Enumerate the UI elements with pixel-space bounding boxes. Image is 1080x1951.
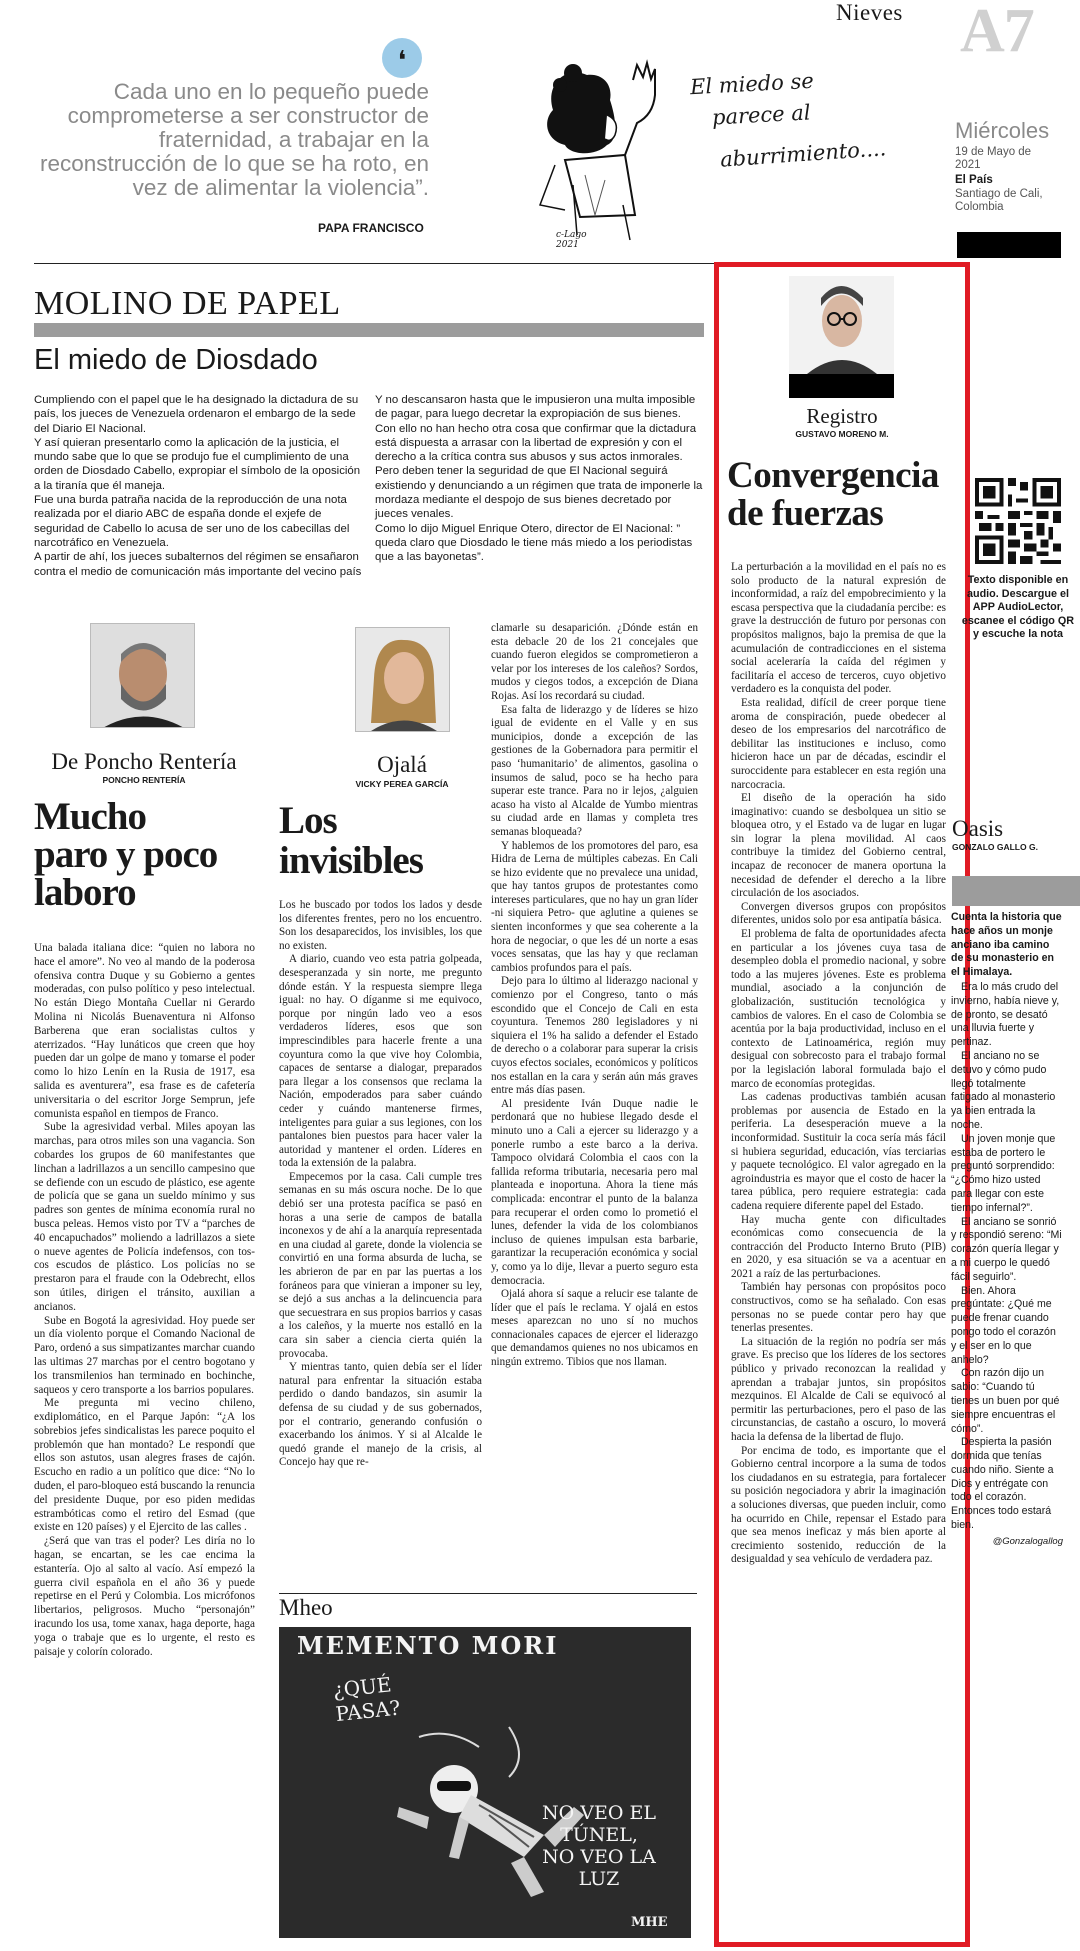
registro-p1: La perturbación a la movilidad en el país no es solo producto de la natural expresión de inconformidad, a raíz del empobrecimiento y la escasa perspectiva que la ciudadanía percibe: es grave la destrucción de futuro por personas con propósitos malignos, bajo la premisa de que la acumulación de contradicciones en el sistema social aceleraría la caída del régimen y facilitaría el acceso de terceros, cuyo objetivo verdadero es la conquista del poder. bbox=[731, 561, 946, 696]
weekday: Miércoles bbox=[955, 118, 1050, 143]
ojala-p5: clamarle su desaparición. ¿Dónde están en esta debacle 20 de los 21 concejales que cuando fueron elegidos se comprometieron a velar por los intereses de los caleños? Sordos, mudos y ciegos todos, a excepción de Diana Rojas. Así los recordará su ciudad. bbox=[491, 622, 698, 702]
renteria-p1: Una balada italiana dice: “quien no labora no hace el amore”. No veo al mando de la poderosa ofensiva contra Duque y su Gobierno a gentes moderadas, con pulso político y peso intelectual. No están Diego Montaña Cuellar ni Gerardo Molina ni Nicolás Buenaventura ni Alfonso Barberena que eran socialistas cultos y aterrizados. “Hay lunáticos que creen que hoy pueden dar un golpe de mano y tomarse el poder como lo hizo Lenín en la Rusia de 1917, esa salida es aventurera”, esa frase es de cafetería universitaria o del escritor Jorge Semprun, jefe comunista español en tiempos de Franco. bbox=[34, 942, 255, 1120]
article-ojala-col1 bbox=[279, 899, 482, 1470]
author-photo-moreno bbox=[789, 276, 894, 374]
registro-p8: También hay personas con propósitos poco constructivos, como se ha señalado. Con esas personas no se puede contar pero hay que tenerlas presentes. bbox=[731, 1281, 946, 1335]
molino-p3: Fue una burda patraña nacida de la reproducción de una nota realizada por el diario ABC de españa donde el exjefe de seguridad de Cabello lo acusa de ser uno de los cabecillas del narcotráfico en Venezuela. bbox=[34, 494, 350, 549]
molino-p7: Pero deben tener la seguridad de que El Nacional seguirá existiendo y denunciando a un régimen que trata de imponerle la mordaza mediante el despojo de sus bienes decretado por jueces venales. bbox=[375, 465, 703, 521]
oasis-p7: Despierta la pasión dormida que tenías cuando niño. Siente a Dios y entrégate con todo el corazón. Entonces todo estará bien. bbox=[951, 1436, 1054, 1532]
molino-col-2 bbox=[375, 393, 705, 565]
headline-registro-l2: de fuerzas bbox=[727, 493, 884, 534]
column-name-renteria: De Poncho Rentería bbox=[51, 749, 237, 774]
oasis-body bbox=[951, 981, 1063, 1549]
drawing-caption-3: aburrimiento.... bbox=[719, 136, 887, 172]
oasis-p6: Con razón dijo un sabio: “Cuando tú tienes un buen por qué siempre encuentras el cómo”. bbox=[951, 1367, 1060, 1435]
cartoon-caption-l3: NO VEO LA bbox=[542, 1846, 656, 1868]
place: Santiago de Cali, Colombia bbox=[955, 188, 1043, 213]
author-moreno: GUSTAVO MORENO M. bbox=[795, 429, 889, 439]
molino-title: El miedo de Diosdado bbox=[34, 344, 318, 376]
registro-p9: La situación de la región no podría ser más grave. Es preciso que los líderes de los sectores público y privado reconozcan la realidad y aprendan a trabajar juntos, sin propósitos mezquinos. El Alcalde de Cali se equivocó al permitir las perturbaciones, pero el paso de las circunstancias, de castaño a oscuro, lo moverá hacia la defensa de la libertad de flujo. bbox=[731, 1335, 946, 1443]
renteria-p2: Sube la agresividad verbal. Miles apoyan las marchas, para otros miles son una vagancia. Son cobardes los grupos de 60 manifestantes que linchan a ladrillazos a un sencillo campesino que se defiende con un escudo de plástico, ese agente de policía que se gana un sueldo mínimo y sus padres son gentes de mínima economía rural no busca peleas. Hemos visto por TV a “parches de 40 encapuchados” moliendo a ladrillazos a siete o nueve agentes de Policía indefensos, con tos-cos escudos de plástico. Los policías no se prestaron para el fraude con la Odebrecht, ellos son útiles, dirigen el tránsito, auxilian a ancianos. bbox=[34, 1121, 255, 1313]
molino-p2: Y así quieran presentarlo como la aplicación de la justicia, el mundo sabe que lo que se produjo fue el cumplimiento de una orden de Diosdado Cabello, expropiar el símbolo de la oposición a la tiranía que él maneja. bbox=[34, 436, 361, 492]
registro-p5: El problema de falta de oportunidades afecta en particular a los jóvenes cuya tasa de desempleo dobla el promedio nacional, y sobre todo a las mujeres jóvenes. Este es problema mundial, asociado a la conjunción de globalización, sustitución tecnológica y cambios de valores. En el caso de Colombia se acentúa por la baja productividad, incluso en el contexto de Latinoamérica, región muy desigual con sobrecosto para el trabajo formal por la legislación laboral formulada bajo el marco de economías protegidas. bbox=[731, 928, 946, 1090]
author-gallo: GONZALO GALLO G. bbox=[952, 842, 1038, 852]
ojala-p2: A diario, cuando veo esta patria golpeada, desesperanzada y sin norte, me pregunto dónde están. Y la respuesta siempre llega igual: no hay. O díganme si me equivoco, porque por ningún lado veo a esos verdaderos líderes, esos que son imprescindibles para hacerle frente a una coyuntura como la que vive hoy Colombia, capaces de sentarse a dialogar, preparados para llegar a los consensos que reclama la Nación, empoderados para saber cuándo ceder y cuándo mantenerse firmes, inteligentes para guiar a sus legiones, con los pantalones bien puestos para hacer valer la autoridad y mantener el orden. Líderes en toda la extensión de la palabra. bbox=[279, 953, 482, 1170]
drawing-signature: c-Lago 2021 bbox=[556, 230, 587, 250]
cartoon-bubble: ¿QUÉ PASA? bbox=[331, 1672, 402, 1727]
quote-author: PAPA FRANCISCO bbox=[318, 221, 424, 235]
molino-p4: A partir de ahí, los jueces subalternos del régimen se ensañaron contra el medio de comunicación más importante del vecino país bbox=[34, 551, 362, 578]
headline-ojala-l1: Los bbox=[279, 799, 337, 842]
portrait-renteria bbox=[91, 624, 195, 728]
headline-ojala bbox=[279, 801, 499, 881]
page-number: A7 bbox=[960, 0, 1034, 65]
article-registro-body bbox=[731, 561, 946, 1567]
drawing-caption-2: parece al bbox=[711, 100, 812, 130]
headline-registro-l1: Convergencia bbox=[727, 455, 939, 496]
date: 19 de Mayo de 2021 bbox=[955, 146, 1032, 171]
portrait-moreno bbox=[789, 276, 894, 374]
registro-p10: Por encima de todo, es importante que el Gobierno central incorpore a la suma de todos los ciudadanos en su estrategia, para fortalecer su posición negociadora y abrir la imaginación a soluciones diversas, que pueden incluir, como ha ocurrido en Chile, repensar el Estado para que sea menos ineficaz y más bien aporte al crecimiento sostenido, reducción de la desigualdad y sea vehículo de verdadera paz. bbox=[731, 1444, 946, 1566]
drawing-illustration bbox=[525, 55, 675, 255]
renteria-p4: Me pregunta mi vecino chileno, exdiplomático, en el Parque Japón: “¿A los sobrebios jefes sindicalistas les parece poquito el problemón que han montado? Le respondí que ellos son astutos, usan alegres frases de cajón. Escucho en radio a un político que dice: “No lo duden, el paro-bloqueo está buscando la renuncia del presidente Duque, por eso piden medidas estrambóticas como el retiro del Esmad (que existe en 120 países) y el Ejercito de las calles . bbox=[34, 1397, 255, 1534]
headline-renteria bbox=[34, 795, 284, 914]
headline-renteria-l3: laboro bbox=[34, 871, 136, 914]
ojala-p7: Y hablemos de los promotores del paro, esa Hidra de Lerna de múltiples cabezas. En Cali se hizo evidente que no prevalece una unidad, que hay tantos grupos de protestantes como intereses particulares, que no hay un gran líder -ni siquiera Petro- que aglutine a quienes se sienten inconformes y que sea coherente a la hora de negociar, o que les dé un norte a esas voces sensatas, que las hay y que reclaman cambios profundos para el país. bbox=[491, 839, 699, 974]
molino-p6: Con ello no han hecho otra cosa que confirmar que la dictadura está dispuesta a arrasar con la libertad de expresión y con el derecho a la crítica contra sus abusos y sus actos inmorales. bbox=[375, 422, 697, 464]
cartoon-label: Mheo bbox=[279, 1595, 333, 1620]
cartoon-caption-l4: LUZ bbox=[578, 1868, 620, 1890]
author-perea: VICKY PEREA GARCÍA bbox=[355, 779, 449, 789]
cartoon-panel bbox=[279, 1627, 691, 1938]
oasis-p1: Era lo más crudo del invierno, había nieve y, de pronto, se desató una lluvia fuerte y pertinaz. bbox=[951, 981, 1060, 1049]
drawing-caption-1: El miedo se bbox=[689, 68, 815, 100]
headline-registro bbox=[727, 457, 977, 533]
ojala-p8: Dejo para lo último al liderazgo nacional y comienzo por el Congreso, tanto o más escondido que el Concejo de Cali en esta coyuntura. Tenemos 280 legisladores y ni siquiera el 1% ha salido a defender el Estado de derecho o a colaborar para superar la crisis cuyos efectos sociales, económicos y políticos nos estallan en la cara y serán aún más graves entre más días pasen. bbox=[491, 975, 698, 1097]
oasis-p4: El anciano se sonrió y respondió sereno: “Mi corazón quería llegar y a mi cuerpo le quedó fácil seguirlo”. bbox=[951, 1215, 1062, 1283]
headline-renteria-l1: Mucho bbox=[34, 795, 146, 838]
photo-black-strip bbox=[789, 374, 894, 398]
audio-note bbox=[961, 574, 1075, 642]
portrait-perea bbox=[356, 628, 450, 732]
paper-name: El País bbox=[955, 174, 993, 186]
child-figure-drawing bbox=[525, 55, 675, 255]
quote-mark: ❛ bbox=[397, 46, 407, 76]
article-renteria-body bbox=[34, 942, 255, 1659]
oasis-p2: El anciano no se detuvo y cómo pudo llegó totalmente fatigado al monasterio ya bien entrada la noche. bbox=[951, 1049, 1056, 1131]
registro-p7: Hay mucha gente con dificultades económicas como consecuencia de la contracción del Producto Interno Bruto (PIB) en 2020, y esa situación se va a acentuar en 2021 a raíz de las perturbaciones. bbox=[731, 1213, 946, 1280]
quote-icon bbox=[382, 38, 422, 78]
audio-note-b: , escanee el código QR y escuche la nota bbox=[961, 601, 1075, 641]
molino-p8: Como lo dijo Miguel Enrique Otero, director de El Nacional: ” queda claro que Diosdado le tiene más miedo a los periodistas que a las bayonetas”. bbox=[375, 522, 693, 564]
molino-rule bbox=[34, 323, 704, 337]
section-name: Nieves bbox=[836, 0, 903, 25]
oasis-handle[interactable]: @Gonzalogallog bbox=[992, 1535, 1063, 1547]
ojala-p9: Al presidente Iván Duque nadie le perdonará que no hubiese llegado desde el minuto uno a Cali a ejercer su liderazgo y a ponerle rumbo a este barco a la deriva. Tampoco olvidará Colombia el caos con la fallida reforma tributaria, necesaria pero mal planteada e inoportuna. Ahora la tiene más complicada: encontrar el punto de la balanza para recuperar el orden como lo prometió el lunes, defender la vida de los colombianos incluso de quienes impulsan esta barbarie, garantizar la recuperación económica y social y, como ya lo dije, llevar a puerto seguro esta democracia. bbox=[491, 1097, 698, 1287]
qr-code-graphic bbox=[975, 478, 1061, 564]
ojala-p1: Los he buscado por todos los lados y desde los diferentes frentes, pero no los encuentro. Son los desaparecidos, los invisibles, los que no existen. bbox=[279, 899, 482, 952]
cartoon-caption-l2: TÚNEL, bbox=[560, 1824, 638, 1846]
oasis-p3: Un joven monje que estaba de portero le preguntó sorprendido: “¿Cómo hizo usted para llegar con este tiempo infernal?”. bbox=[951, 1132, 1056, 1214]
molino-p1: Cumpliendo con el papel que le ha designado la dictadura de su país, los jueces de Venezuela ordenaron el embargo de la sede del Diario El Nacional. bbox=[34, 394, 359, 435]
ojala-p10: Ojalá ahora sí saque a relucir ese talante de líder que el país le reclama. Y ojalá en estos meses aparezcan no uno sí no muchos connacionales capaces de ejercer el liderazgo que demandamos quienes no nos ubicamos en ningún extremo. Tibios que nos llaman. bbox=[491, 1288, 698, 1369]
headline-renteria-l2: paro y poco bbox=[34, 833, 218, 876]
column-name-registro: Registro bbox=[806, 404, 878, 428]
audio-app-name: AudioLector bbox=[997, 601, 1061, 614]
cartoon-caption bbox=[529, 1802, 669, 1890]
quote-text: Cada uno en lo pequeño puede comprometerse a ser constructor de fraternidad, a trabajar en la reconstrucción de lo que se ha roto, en vez de alimentar la violencia”. bbox=[40, 79, 429, 200]
molino-col-1 bbox=[34, 393, 364, 579]
cartoon-caption-l1: NO VEO EL bbox=[542, 1802, 656, 1824]
cartoon-signature: MHE bbox=[631, 1915, 668, 1930]
registro-p2: Esta realidad, difícil de creer porque tiene aroma de conspiración, puede obedecer al deseo de los empresarios del narcotráfico de debilitar las instituciones e incluso, como hicieron hace un par de décadas, escindir el suroccidente para establecer en esta región una narcocracia. bbox=[731, 696, 946, 791]
renteria-p5: ¿Será que van tras el poder? Les diría no lo hagan, se encartan, se les cae encima la estantería. Ojo al salto al vacío. Así empezó la guerra civil española en el año 36 y puede repetirse en el Perú y Colombia. Los micrófonos libertarios, peligrosos. Mucho “personajón” iracundo los usa, tome xanax, haga deporte, haga yoga o trabaje que es lo urgente, el resto es paisaje y colorín colorado. bbox=[34, 1535, 255, 1658]
author-renteria: PONCHO RENTERÍA bbox=[102, 775, 186, 785]
oasis-p5: Bien. Ahora pregúntate: ¿Qué me puede frenar cuando pongo todo el corazón y el ser en lo que anhelo? bbox=[951, 1284, 1056, 1366]
column-name-ojala: Ojalá bbox=[377, 752, 427, 777]
cartoon-rule bbox=[279, 1593, 697, 1594]
renteria-p3: Sube en Bogotá la agresividad. Hoy puede ser un día violento porque el Comando Nacional de Paro, ordenó a sus simpatizantes marchar cuando las ultimas 27 marchas por el centro bogotano y los transmilenios han terminado en bochinche, saqueos y cero transporte a los barrios populares. bbox=[34, 1314, 255, 1396]
qr-code[interactable] bbox=[975, 478, 1061, 564]
column-name-oasis: Oasis bbox=[952, 816, 1004, 841]
registro-p3: El diseño de la operación ha sido imaginativo: cuando se desbolquea un sitio se bloquea otro, y el Estado va de lugar en lugar sin lograr la plena movilidad. Al caos contribuye la timidez del Gobierno central, incapaz de reconocer de manera oportuna la necesidad de defender el derecho a la libre circulación de los asociados. bbox=[731, 792, 946, 900]
cartoon-title: MEMENTO MORI bbox=[297, 1631, 559, 1660]
article-ojala-col2 bbox=[491, 622, 698, 1370]
author-photo-renteria bbox=[90, 623, 195, 728]
registro-p4: Convergen diversos grupos con propósitos diferentes, unidos solo por esa antipatía básica. bbox=[731, 900, 946, 927]
registro-p6: Las cadenas productivas también acusan problemas por ausencia de Estado en la periferia. La desesperación mueve a la inconformidad. Sustituir la coca sería más fácil si hubiera seguridad, educación, vías terciarias y paquete tecnológico. El valor agregado en la agroindustria es mayor que el costo de hacer la tarea pública, pero requiere estrategia: cada cadena requiere diferente papel del Estado. bbox=[731, 1091, 946, 1212]
headline-ojala-l2: invisibles bbox=[279, 839, 423, 882]
molino-section-title: MOLINO DE PAPEL bbox=[34, 285, 341, 322]
audio-note-a: Texto disponible en audio. Descargue el APP bbox=[966, 574, 1069, 614]
oasis-lead: Cuenta la historia que hace años un monje anciano iba camino de su monasterio en el Himalaya. bbox=[951, 911, 1062, 979]
ojala-p4: Y mientras tanto, quien debía ser el líder natural para enfrentar la situación estaba perdido o dando bandazos, sin asumir la defensa de su ciudad y de sus gobernados, por el contrario, generando confusión o exacerbando los ánimos. Y si al Alcalde le quedó grande el manejo de la crisis, al Concejo hay que re- bbox=[279, 1361, 482, 1469]
masthead-black-bar bbox=[957, 232, 1061, 258]
author-photo-perea bbox=[355, 627, 450, 732]
ojala-p6: Esa falta de liderazgo y de líderes se hizo igual de evidente en el Valle y en sus municipios, donde a excepción de las gestiones de la Gobernadora para permitir el paso ‘humanitario’ de alimentos, gasolina o insumos de salud, poco se ha hecho para superar este trance. Para no ir lejos, ¿alguien acaso ha visto al Alcalde de Yumbo mientras su ciudad arde en llamas y completa tres semanas bloqueada? bbox=[491, 703, 698, 838]
ojala-p3: Empecemos por la casa. Cali cumple tres semanas en su más oscura noche. De lo que debió ser una protesta pacífica se pasó en horas a una serie de campos de batalla inconexos y de ahí a la anarquía representada en una ciudad al garete, donde la violencia se convirtió en una forma absurda de lucha, se les abrieron de par en par las puertas a los foráneos para que vinieran a imponer su ley, se dejó a sus anchas a la delincuencia para que secuestrara en sus propios barrios y casas a los caleños, y la muerte nos estalló en la cara sin saber a ciencia cierta quién la provocaba. bbox=[279, 1170, 482, 1360]
molino-p5: Y no descansaron hasta que le impusieron una multa imposible de pagar, para luego decretar la expropiación de sus bienes. bbox=[375, 394, 696, 421]
oasis-rule bbox=[952, 876, 1080, 906]
